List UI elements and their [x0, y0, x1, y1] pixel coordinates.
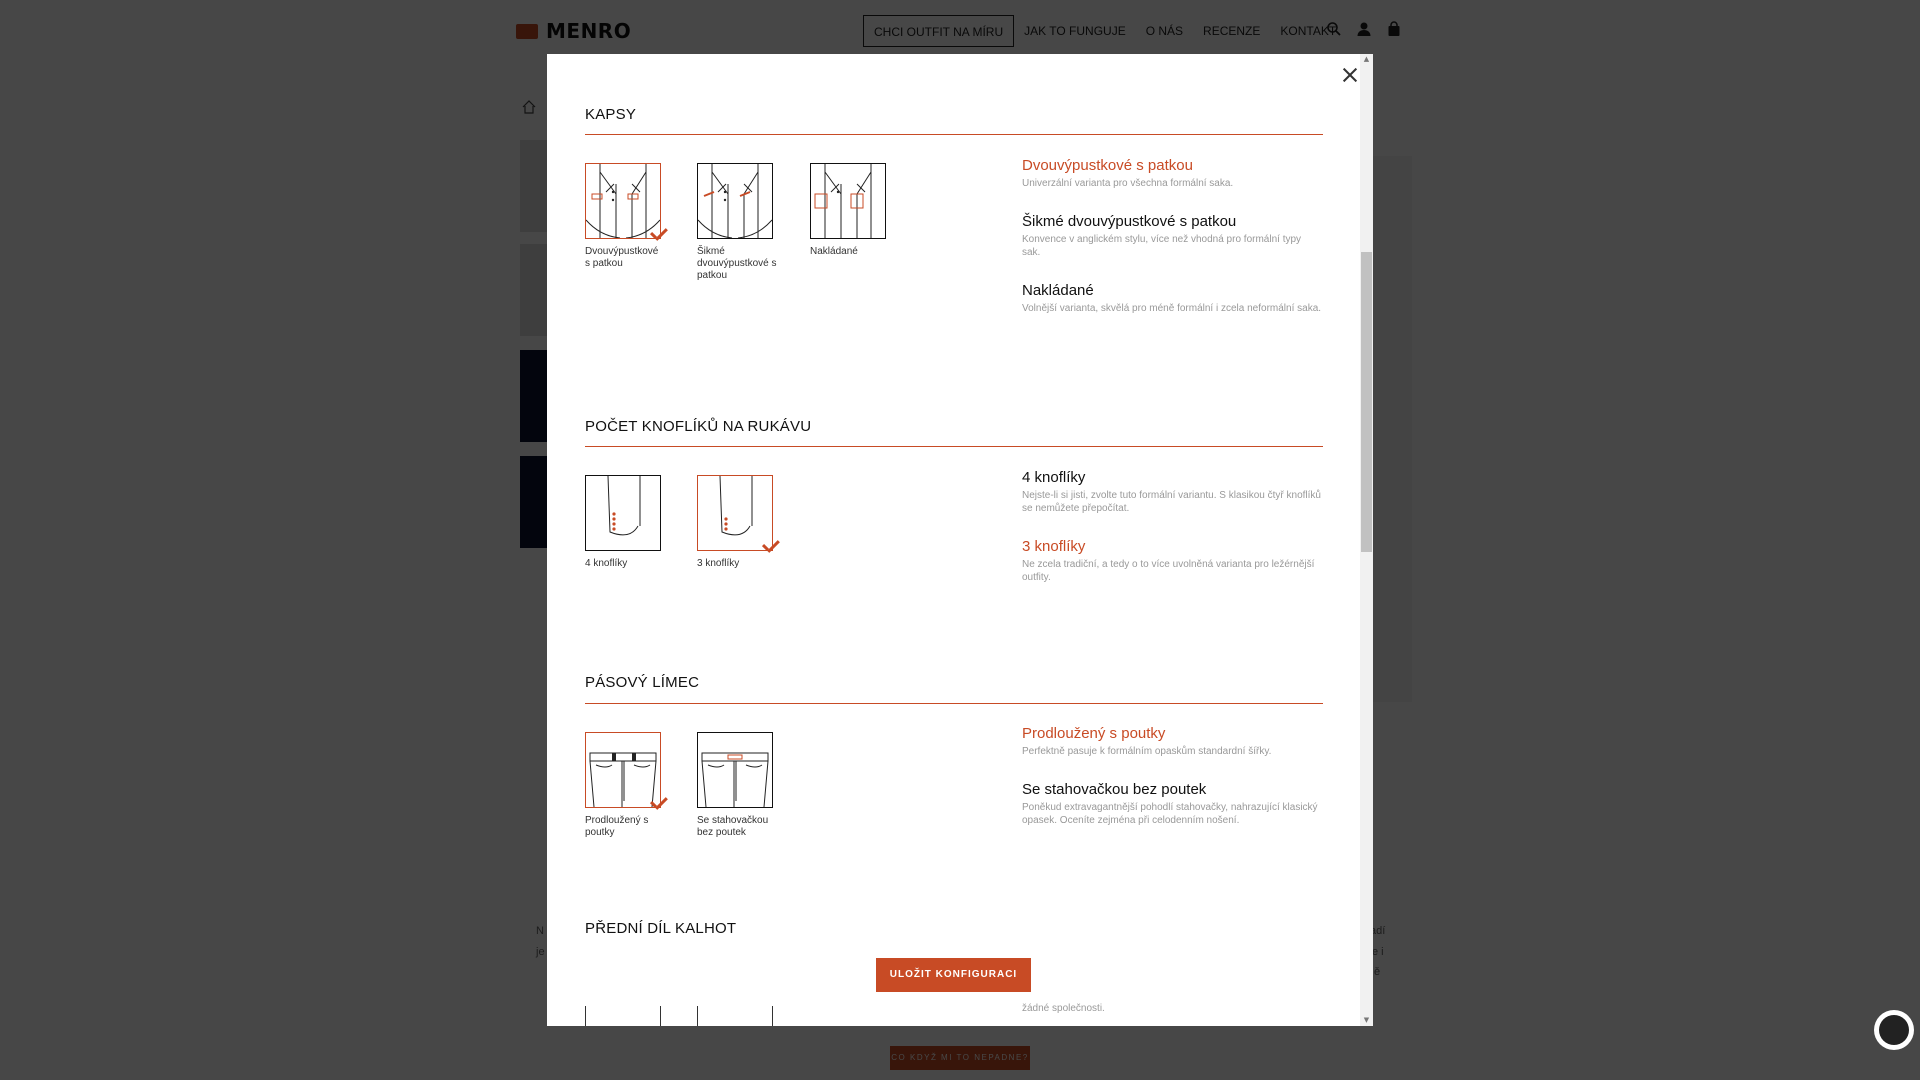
section-title-pockets: KAPSY [585, 106, 637, 123]
section-divider [585, 134, 1323, 135]
sleeve-buttons-icon [585, 475, 661, 551]
jacket-pocket-icon [585, 163, 661, 239]
scrollbar-thumb[interactable] [1361, 252, 1372, 552]
option-label: Prodloužený s poutky [585, 815, 649, 838]
option-four-buttons[interactable] [585, 475, 661, 570]
section-divider [585, 703, 1323, 704]
trousers-waistband-icon [697, 732, 773, 808]
option-description[interactable] [1022, 538, 1322, 584]
chat-avatar-icon [1879, 1015, 1909, 1045]
option-description-title: Šikmé dvouvýpustkové s patkou [1022, 213, 1237, 230]
option-description-text: žádné společnosti. [1022, 1003, 1105, 1014]
sleeve-buttons-icon [697, 475, 773, 551]
option-description-text: Poněkud extravagantnější pohodlí stahovačky, nahrazující klasický opasek. Oceníte zejména při celodenním nošení. [1022, 802, 1318, 826]
check-icon [650, 799, 670, 811]
option-three-buttons[interactable] [697, 475, 773, 570]
option-label: Nakládané [810, 246, 858, 257]
option-description[interactable] [1022, 469, 1322, 515]
option-label: Dvouvýpustkové s patkou [585, 246, 659, 269]
option-label: Šikmé dvouvýpustkové s patkou [697, 246, 777, 281]
section-divider [585, 446, 1323, 447]
option-description-text: Nejste-li si jisti, zvolte tuto formální variantu. S klasikou čtyř knoflíků se nemůžete přepočítat. [1022, 490, 1321, 514]
scroll-down-icon[interactable]: ▼ [1363, 1016, 1370, 1024]
section-title-waistband: PÁSOVÝ LÍMEC [585, 674, 700, 691]
option-description[interactable] [1022, 781, 1322, 827]
option-description-title: Nakládané [1022, 282, 1094, 299]
option-description-text: Univerzální varianta pro všechna formální saka. [1022, 178, 1234, 189]
option-description[interactable] [1022, 157, 1322, 190]
option-description-text: Volnější varianta, skvělá pro méně formální i zcela neformální saka. [1022, 303, 1322, 314]
option-description-title: Dvouvýpustkové s patkou [1022, 157, 1193, 174]
option-trouser-front[interactable] [585, 1006, 661, 1026]
option-waistband-adjuster[interactable] [697, 732, 773, 839]
scroll-up-icon[interactable]: ▲ [1363, 55, 1370, 63]
check-icon [762, 542, 782, 554]
option-description[interactable] [1022, 213, 1322, 259]
close-icon[interactable] [1341, 66, 1359, 84]
trousers-waistband-icon [585, 732, 661, 808]
option-label: Se stahovačkou bez poutek [697, 815, 769, 838]
option-trouser-front[interactable] [697, 1006, 773, 1026]
option-description-text: Perfektně pasuje k formálním opaskům standardní šířky. [1022, 746, 1272, 757]
option-description[interactable] [1022, 282, 1322, 315]
option-description-title: Se stahovačkou bez poutek [1022, 781, 1207, 798]
jacket-pocket-icon [697, 163, 773, 239]
option-description-text: Ne zcela tradiční, a tedy o to více uvolněná varianta pro ležérnější outfity. [1022, 559, 1315, 583]
section-title-trouser-front: PŘEDNÍ DÍL KALHOT [585, 920, 737, 937]
option-description-title: Prodloužený s poutky [1022, 725, 1166, 742]
option-description-title: 4 knoflíky [1022, 469, 1086, 486]
option-pocket-patch[interactable] [810, 163, 886, 258]
chat-button[interactable] [1874, 1010, 1914, 1050]
save-configuration-button[interactable]: ULOŽIT KONFIGURACI [876, 958, 1031, 992]
option-label: 3 knoflíky [697, 558, 740, 569]
option-pocket-flap[interactable] [585, 163, 661, 270]
option-description[interactable] [1022, 725, 1322, 758]
option-label: 4 knoflíky [585, 558, 628, 569]
jacket-pocket-icon [810, 163, 886, 239]
option-description-title: 3 knoflíky [1022, 538, 1086, 555]
option-pocket-slanted[interactable] [697, 163, 777, 282]
option-description-text: Konvence v anglickém stylu, více než vhodná pro formální typy sak. [1022, 234, 1302, 258]
check-icon [650, 230, 670, 242]
option-waistband-loops[interactable] [585, 732, 661, 839]
section-title-sleeve-buttons: POČET KNOFLÍKŮ NA RUKÁVU [585, 418, 812, 435]
